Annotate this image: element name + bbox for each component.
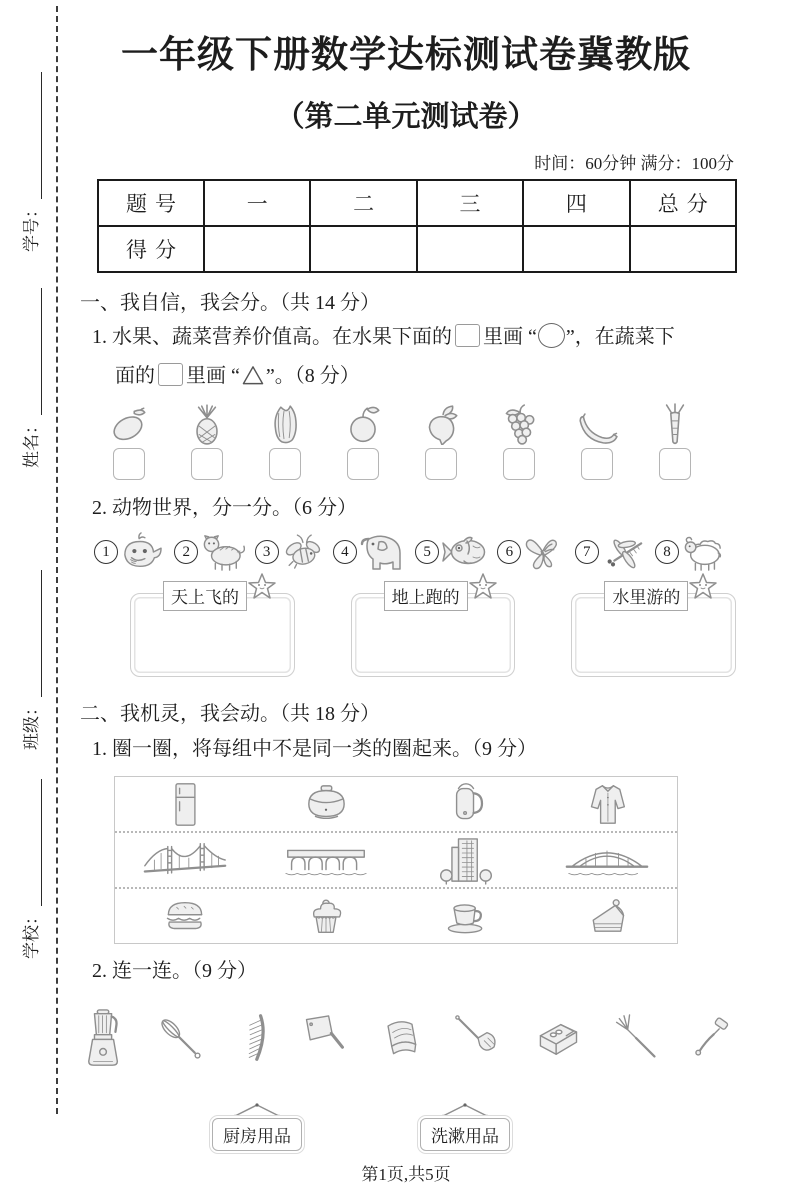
answer-box: [191, 448, 223, 480]
circled-number: 6: [497, 540, 521, 564]
star-mascot-icon: [468, 572, 498, 602]
score-row-label: 得分: [98, 226, 204, 272]
fruit-vegetable-row: [104, 403, 700, 480]
section-two-heading: 二、我机灵，我会动。（共 18 分）: [80, 703, 380, 725]
bee-icon: [280, 533, 324, 572]
student-name-blank-line: [26, 288, 42, 415]
sheep-icon: [680, 532, 726, 572]
electric-kettle-icon: [445, 781, 487, 828]
score-header-cell: 一: [204, 180, 310, 226]
category-box-run: [351, 588, 516, 677]
school-field: [16, 779, 42, 959]
score-table-header-row: [98, 180, 736, 226]
hanger-string-icon: [437, 1102, 493, 1118]
toiletries-label: 洗漱用品: [420, 1118, 510, 1151]
student-name-field: [16, 288, 42, 468]
fruit-cell: [260, 403, 310, 480]
score-header-cell: 题号: [98, 180, 204, 226]
category-label: 地上跑的: [384, 581, 468, 611]
whale-icon: [119, 532, 165, 572]
circled-number: 5: [415, 540, 439, 564]
category-box-swim: [571, 588, 736, 677]
score-header-cell: 二: [310, 180, 416, 226]
paper-main-content: [76, 0, 736, 1185]
triangle-shape-icon: [241, 365, 265, 386]
answer-box: [347, 448, 379, 480]
circled-number: 7: [575, 540, 599, 564]
odd-one-row-structures: [115, 831, 677, 887]
tiger-icon: [199, 532, 245, 572]
fork-icon: [612, 1014, 660, 1062]
kitchen-supplies-sign: [212, 1102, 302, 1151]
score-cell-empty: [204, 226, 310, 272]
q1-text-f: ”。（8 分）: [265, 365, 360, 387]
school-label: 学校：: [22, 908, 42, 959]
q1-text-b: 里画 “: [483, 326, 537, 348]
circled-number: 3: [255, 540, 279, 564]
steel-arch-bridge-icon: [563, 837, 651, 883]
student-name-label: 姓名：: [22, 417, 42, 468]
score-header-cell: 总分: [630, 180, 736, 226]
elephant-icon: [358, 531, 406, 573]
animal-item: [255, 533, 324, 572]
animal-item: [655, 532, 726, 572]
circled-number: 4: [333, 540, 357, 564]
category-box-fly: [130, 588, 295, 677]
grapes-icon: [498, 403, 540, 445]
class-field: [16, 570, 42, 750]
office-building-icon: [436, 836, 496, 885]
paper-subtitle: （第二单元测试卷）: [275, 101, 537, 133]
animal-item: [333, 531, 406, 573]
q1-text-line1: [92, 321, 736, 354]
answer-box: [425, 448, 457, 480]
cake-slice-icon: [585, 897, 629, 936]
student-id-blank-line: [26, 72, 42, 199]
q1-text-c: ”，在蔬菜下: [565, 326, 675, 348]
coffee-cup-icon: [442, 898, 490, 935]
answer-box: [113, 448, 145, 480]
student-id-label: 学号：: [22, 201, 42, 252]
fruit-cell: [650, 403, 700, 480]
kitchen-supplies-label: 厨房用品: [212, 1118, 302, 1151]
blender-icon: [82, 1008, 126, 1069]
inline-answer-box-icon: [455, 324, 480, 347]
shirt-icon: [586, 781, 628, 827]
star-mascot-icon: [688, 572, 718, 602]
score-cell-empty: [310, 226, 416, 272]
q1-text-d: 面的: [115, 365, 155, 387]
stone-arch-bridge-icon: [282, 837, 370, 883]
pineapple-icon: [186, 403, 228, 445]
fruit-cell: [182, 403, 232, 480]
paper-title: 一年级下册数学达标测试卷冀教版: [121, 35, 691, 76]
banana-icon: [576, 403, 618, 445]
hamburger-icon: [161, 898, 209, 935]
category-signs-row: [212, 1102, 736, 1151]
answer-box: [659, 448, 691, 480]
circle-the-odd-one-box: [114, 776, 678, 944]
fruit-cell: [416, 403, 466, 480]
category-label: 水里游的: [604, 581, 688, 611]
student-id-field: [16, 72, 42, 252]
fruit-cell: [494, 403, 544, 480]
s2-q2-text: 2. 连一连。（9 分）: [92, 960, 257, 982]
circle-shape-icon: [538, 323, 565, 348]
circled-number: 8: [655, 540, 679, 564]
rice-cooker-icon: [301, 783, 351, 825]
q1-text-a: 1. 水果、蔬菜营养价值高。在水果下面的: [92, 326, 452, 348]
suspension-bridge-icon: [141, 837, 229, 883]
q1-text-line2: [115, 360, 736, 393]
dragonfly-icon: [600, 532, 646, 572]
inline-answer-box-icon: [158, 363, 183, 386]
radish-icon: [420, 403, 462, 445]
comb-icon: [234, 1012, 272, 1065]
answer-box: [269, 448, 301, 480]
fruit-cell: [104, 403, 154, 480]
answer-box: [503, 448, 535, 480]
animal-category-boxes: [130, 588, 736, 677]
cupcake-icon: [306, 897, 346, 935]
q2-text: 2. 动物世界，分一分。（6 分）: [92, 497, 357, 519]
toiletries-sign: [420, 1102, 510, 1151]
match-items-row: [82, 992, 732, 1084]
section-one-heading: 一、我自信，我会分。（共 14 分）: [80, 292, 380, 314]
score-cell-empty: [523, 226, 629, 272]
school-blank-line: [26, 779, 42, 906]
animal-item: [174, 532, 245, 572]
answer-box: [581, 448, 613, 480]
soap-box-icon: [533, 1017, 583, 1060]
fruit-cell: [338, 403, 388, 480]
whisk-icon: [156, 1014, 204, 1062]
animal-item: [94, 532, 165, 572]
animal-item: [497, 533, 565, 572]
chinese-cabbage-icon: [264, 403, 306, 445]
q1-text-e: 里画 “: [186, 365, 240, 387]
page-number: 第1页,共5页: [361, 1165, 451, 1184]
spatula-icon: [453, 1013, 503, 1063]
score-cell-empty: [630, 226, 736, 272]
s2-q1-text: 1. 圈一圈，将每组中不是同一类的圈起来。（9 分）: [92, 738, 537, 760]
score-header-cell: 四: [523, 180, 629, 226]
category-label: 天上飞的: [163, 581, 247, 611]
score-cell-empty: [417, 226, 523, 272]
class-blank-line: [26, 570, 42, 697]
score-header-cell: 三: [417, 180, 523, 226]
cleaver-icon: [301, 1012, 347, 1064]
fish-icon: [440, 533, 488, 571]
refrigerator-icon: [167, 781, 203, 828]
animal-row: [94, 531, 726, 573]
time-score-info: 时间：60分钟 满分：100分: [534, 154, 734, 173]
score-table: [97, 179, 737, 273]
class-label: 班级：: [22, 699, 42, 750]
cut-dashed-line: [56, 6, 58, 1114]
razor-icon: [690, 1017, 732, 1059]
odd-one-row-foods: [115, 887, 677, 943]
star-mascot-icon: [247, 572, 277, 602]
fruit-cell: [572, 403, 622, 480]
circled-number: 1: [94, 540, 118, 564]
butterfly-icon: [522, 533, 565, 572]
apple-icon: [342, 403, 384, 445]
score-table-value-row: [98, 226, 736, 272]
animal-item: [575, 532, 646, 572]
towel-icon: [377, 1015, 423, 1061]
circled-number: 2: [174, 540, 198, 564]
carrot-icon: [654, 403, 696, 445]
hanger-string-icon: [229, 1102, 285, 1118]
animal-item: [415, 533, 488, 571]
eggplant-icon: [108, 403, 150, 445]
odd-one-row-appliances: [115, 777, 677, 831]
